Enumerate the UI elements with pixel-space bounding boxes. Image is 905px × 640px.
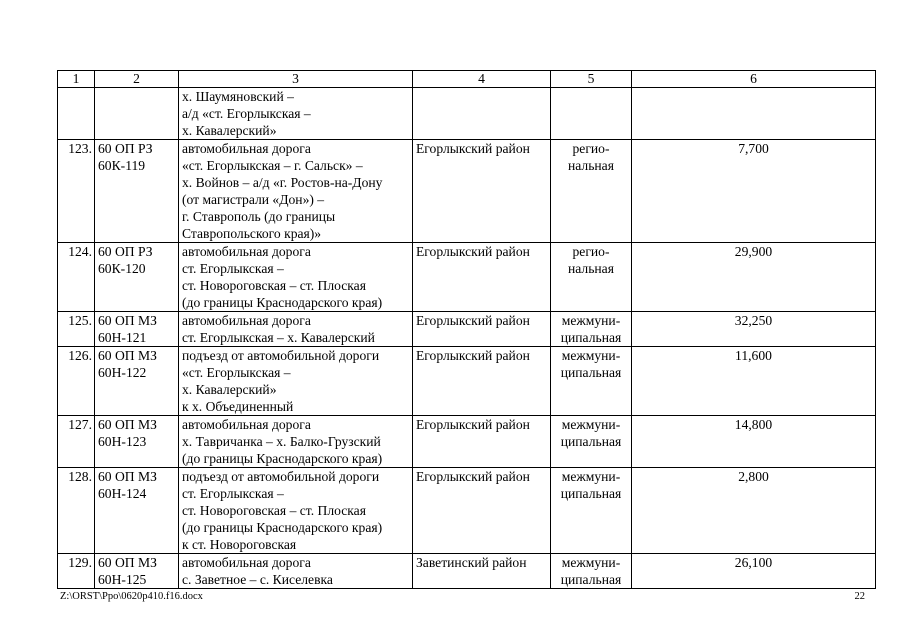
row-number-cell: 125. xyxy=(58,312,95,347)
cell-line: межмуни- xyxy=(561,313,621,328)
cell-line: 60К-119 xyxy=(98,158,146,173)
cell-line: а/д «ст. Егорлыкская – xyxy=(182,106,311,121)
table-row xyxy=(58,312,876,347)
cell-line: 60 ОП МЗ xyxy=(98,313,157,328)
footer-page-number: 22 xyxy=(854,591,865,602)
row-number-cell xyxy=(58,88,95,140)
cell-line: ципальная xyxy=(560,572,622,587)
cell-line: (до границы Краснодарского края) xyxy=(182,295,383,310)
cell-line: подъезд от автомобильной дороги xyxy=(182,348,380,363)
cell-line: 60 ОП МЗ xyxy=(98,348,157,363)
cell-line: ципальная xyxy=(560,330,622,345)
district-cell: Егорлыкский район xyxy=(413,416,551,468)
cell-line: ципальная xyxy=(560,486,622,501)
cell-line: автомобильная дорога xyxy=(182,417,311,432)
row-number-cell: 126. xyxy=(58,347,95,416)
road-length-cell: 14,800 xyxy=(632,416,876,468)
header-row xyxy=(58,71,876,88)
cell-line: подъезд от автомобильной дороги xyxy=(182,469,380,484)
cell-line: ст. Егорлыкская – xyxy=(182,486,284,501)
road-name-cell xyxy=(179,416,413,468)
cell-line: регио- xyxy=(572,141,610,156)
footer-file-path: Z:\ORST\Ppo\0620p410.f16.docx xyxy=(60,591,203,602)
cell-line: (до границы Краснодарского края) xyxy=(182,520,383,535)
cell-line: ст. Егорлыкская – xyxy=(182,261,284,276)
road-type-cell xyxy=(551,140,632,243)
cell-line: к х. Объединенный xyxy=(182,399,294,414)
road-length-cell: 32,250 xyxy=(632,312,876,347)
table-row xyxy=(58,347,876,416)
table-row xyxy=(58,243,876,312)
cell-line: ципальная xyxy=(560,434,622,449)
road-code-cell xyxy=(95,243,179,312)
column-header: 4 xyxy=(413,71,551,88)
cell-line: 60К-120 xyxy=(98,261,146,276)
cell-line: 60Н-124 xyxy=(98,486,147,501)
table-row xyxy=(58,88,876,140)
table-row xyxy=(58,140,876,243)
district-cell: Егорлыкский район xyxy=(413,312,551,347)
road-type-cell xyxy=(551,468,632,554)
cell-line: ст. Новороговская – ст. Плоская xyxy=(182,503,366,518)
table-row xyxy=(58,416,876,468)
cell-line: (от магистрали «Дон») – xyxy=(182,192,325,207)
district-cell xyxy=(413,88,551,140)
road-name-cell xyxy=(179,312,413,347)
column-header: 2 xyxy=(95,71,179,88)
road-name-cell xyxy=(179,347,413,416)
road-type-cell xyxy=(551,312,632,347)
roads-table xyxy=(57,70,876,589)
cell-line: 60 ОП МЗ xyxy=(98,469,157,484)
cell-line: «ст. Егорлыкская – г. Сальск» – xyxy=(182,158,363,173)
district-cell: Егорлыкский район xyxy=(413,243,551,312)
row-number-cell: 124. xyxy=(58,243,95,312)
cell-line: х. Кавалерский» xyxy=(182,123,277,138)
cell-line: ст. Новороговская – ст. Плоская xyxy=(182,278,366,293)
cell-line: 60 ОП РЗ xyxy=(98,244,153,259)
table-row xyxy=(58,468,876,554)
road-type-cell xyxy=(551,88,632,140)
column-header: 1 xyxy=(58,71,95,88)
district-cell: Егорлыкский район xyxy=(413,468,551,554)
cell-line: х. Кавалерский» xyxy=(182,382,277,397)
cell-line: х. Тавричанка – х. Балко-Грузский xyxy=(182,434,381,449)
road-type-cell xyxy=(551,347,632,416)
cell-line: 60 ОП РЗ xyxy=(98,141,153,156)
cell-line: 60Н-123 xyxy=(98,434,147,449)
cell-line: 60Н-122 xyxy=(98,365,147,380)
cell-line: межмуни- xyxy=(561,469,621,484)
road-length-cell: 11,600 xyxy=(632,347,876,416)
cell-line: 60Н-125 xyxy=(98,572,147,587)
cell-line: автомобильная дорога xyxy=(182,141,311,156)
table-header xyxy=(58,71,876,88)
cell-line: (до границы Краснодарского края) xyxy=(182,451,383,466)
road-type-cell xyxy=(551,243,632,312)
cell-line: х. Войнов – а/д «г. Ростов-на-Дону xyxy=(182,175,383,190)
cell-line: нальная xyxy=(568,261,614,276)
cell-line: межмуни- xyxy=(561,555,621,570)
table-body xyxy=(58,88,876,589)
cell-line: автомобильная дорога xyxy=(182,313,311,328)
road-length-cell xyxy=(632,88,876,140)
cell-line: автомобильная дорога xyxy=(182,555,311,570)
column-header: 5 xyxy=(551,71,632,88)
cell-line: ст. Егорлыкская – х. Кавалерский xyxy=(182,330,375,345)
cell-line: 60 ОП МЗ xyxy=(98,555,157,570)
cell-line: с. Заветное – с. Киселевка xyxy=(182,572,333,587)
road-name-cell xyxy=(179,88,413,140)
road-name-cell xyxy=(179,554,413,589)
cell-line: ципальная xyxy=(560,365,622,380)
road-name-cell xyxy=(179,243,413,312)
road-type-cell xyxy=(551,416,632,468)
road-length-cell: 26,100 xyxy=(632,554,876,589)
district-cell: Егорлыкский район xyxy=(413,347,551,416)
cell-line: Ставропольского края)» xyxy=(182,226,322,241)
road-length-cell: 29,900 xyxy=(632,243,876,312)
cell-line: к ст. Новороговская xyxy=(182,537,297,552)
road-type-cell xyxy=(551,554,632,589)
road-code-cell xyxy=(95,88,179,140)
cell-line: 60 ОП МЗ xyxy=(98,417,157,432)
column-header: 6 xyxy=(632,71,876,88)
row-number-cell: 127. xyxy=(58,416,95,468)
road-code-cell xyxy=(95,312,179,347)
road-code-cell xyxy=(95,140,179,243)
road-code-cell xyxy=(95,468,179,554)
district-cell: Егорлыкский район xyxy=(413,140,551,243)
cell-line: 60Н-121 xyxy=(98,330,147,345)
road-code-cell xyxy=(95,416,179,468)
row-number-cell: 128. xyxy=(58,468,95,554)
row-number-cell: 123. xyxy=(58,140,95,243)
road-name-cell xyxy=(179,140,413,243)
cell-line: нальная xyxy=(568,158,614,173)
table-row xyxy=(58,554,876,589)
column-header: 3 xyxy=(179,71,413,88)
cell-line: автомобильная дорога xyxy=(182,244,311,259)
road-length-cell: 2,800 xyxy=(632,468,876,554)
road-code-cell xyxy=(95,347,179,416)
road-name-cell xyxy=(179,468,413,554)
cell-line: межмуни- xyxy=(561,417,621,432)
district-cell: Заветинский район xyxy=(413,554,551,589)
cell-line: г. Ставрополь (до границы xyxy=(182,209,336,224)
road-length-cell: 7,700 xyxy=(632,140,876,243)
cell-line: «ст. Егорлыкская – xyxy=(182,365,291,380)
row-number-cell: 129. xyxy=(58,554,95,589)
cell-line: х. Шаумяновский – xyxy=(182,89,294,104)
cell-line: регио- xyxy=(572,244,610,259)
road-code-cell xyxy=(95,554,179,589)
cell-line: межмуни- xyxy=(561,348,621,363)
